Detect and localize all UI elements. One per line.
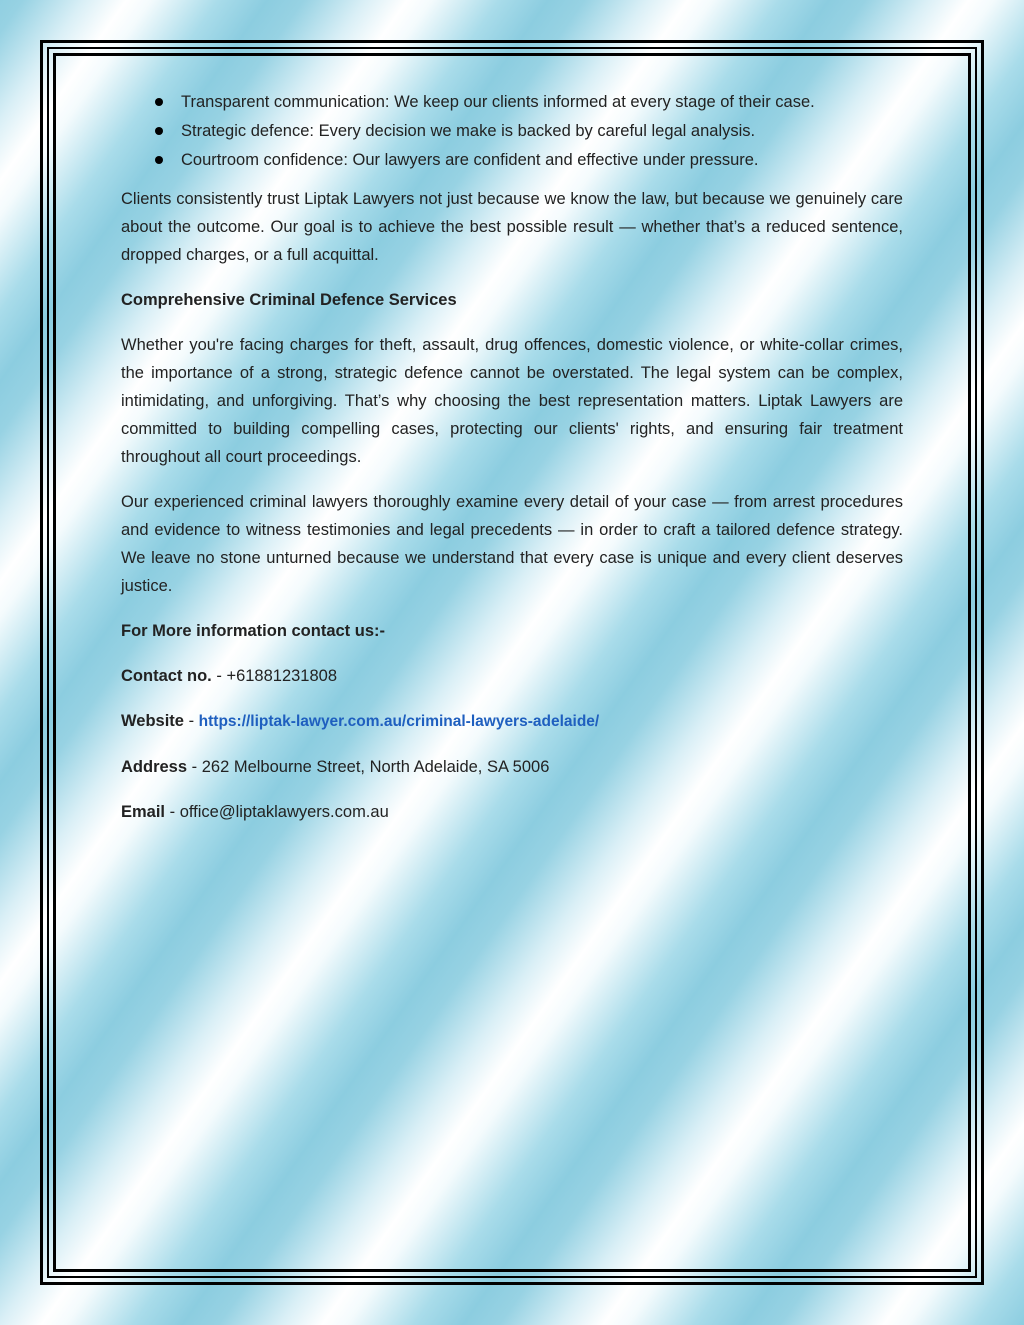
heading-contact-us: For More information contact us:- [121, 622, 385, 640]
contact-website-line [121, 707, 903, 736]
paragraph-client-trust: Clients consistently trust Liptak Lawyers not just because we know the law, but because we genuinely care about the outcome. Our goal is to achieve the best possible result — whether that’s a reduced sentence, dropped charges, or a full acquittal. [121, 190, 903, 264]
website-separator: - [188, 712, 195, 730]
phone-separator: - [216, 667, 222, 685]
contact-address-line [121, 753, 903, 781]
address-label: Address [121, 758, 188, 776]
heading-criminal-defence-services: Comprehensive Criminal Defence Services [121, 291, 457, 309]
website-label: Website [121, 712, 184, 730]
address-value: 262 Melbourne Street, North Adelaide, SA 5006 [201, 758, 550, 776]
address-separator: - [191, 758, 198, 776]
document-body [121, 88, 903, 843]
email-label: Email [121, 803, 166, 821]
feature-bullet-list [121, 88, 903, 175]
bullet-item-strategic-defence: Strategic defence: Every decision we make is backed by careful legal analysis. [121, 117, 903, 146]
paragraph-defence-services: Whether you're facing charges for theft, assault, drug offences, domestic violence, or white-collar crimes, the importance of a strong, strategic defence cannot be overstated. The legal system can be complex, intimidating, and unforgiving. That’s why choosing the best representation matters. Liptak Lawyers are committed to building compelling cases, protecting our clients' rights, and ensuring fair treatment throughout all court proceedings. [121, 336, 903, 466]
email-separator: - [169, 803, 176, 821]
contact-phone-line [121, 662, 903, 690]
contact-email-line [121, 798, 903, 826]
bullet-dot-icon [155, 156, 163, 164]
phone-label: Contact no. [121, 667, 212, 685]
bullet-item-communication: Transparent communication: We keep our clients informed at every stage of their case. [121, 88, 903, 117]
website-link[interactable]: https://liptak-lawyer.com.au/criminal-lawyers-adelaide/ [198, 713, 600, 730]
bullet-item-courtroom-confidence: Courtroom confidence: Our lawyers are confident and effective under pressure. [121, 146, 903, 175]
bullet-dot-icon [155, 98, 163, 106]
phone-value: +61881231808 [226, 667, 338, 685]
bullet-dot-icon [155, 127, 163, 135]
email-value: office@liptaklawyers.com.au [179, 803, 389, 821]
paragraph-experienced-lawyers: Our experienced criminal lawyers thoroughly examine every detail of your case — from arrest procedures and evidence to witness testimonies and legal precedents — in order to craft a tailored defence strategy. We leave no stone unturned because we understand that every case is unique and every client deserves justice. [121, 493, 903, 595]
